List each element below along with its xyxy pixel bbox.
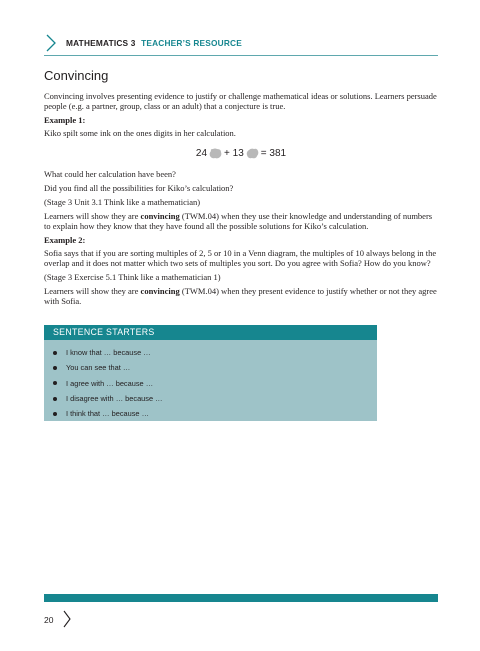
- equation-term-a: 24: [195, 148, 208, 159]
- book-subtitle: TEACHER’S RESOURCE: [141, 38, 242, 48]
- section-heading: Convincing: [44, 68, 109, 83]
- chevron-right-icon: [62, 610, 72, 628]
- list-item: I know that … because …: [53, 345, 377, 360]
- list-item: I disagree with … because …: [53, 391, 377, 406]
- bullet-icon: [53, 412, 57, 416]
- footer-bar: [44, 594, 438, 602]
- bullet-icon: [53, 397, 57, 401]
- list-item: I agree with … because …: [53, 376, 377, 391]
- ink-equation: [44, 148, 438, 159]
- header-divider: [44, 55, 438, 56]
- example-2-text: Sofia says that if you are sorting multiples of 2, 5 or 10 in a Venn diagram, the multiples of 10 always belong in the overlap and it does not matter which two sets of multiples you sort. Do you agree with Sofia? How do you know?: [44, 248, 437, 268]
- keyword-convincing: convincing: [140, 211, 180, 221]
- example-1-question-1: What could her calculation have been?: [44, 169, 176, 179]
- ink-blot-icon: [209, 148, 222, 159]
- example-1-reference: (Stage 3 Unit 3.1 Think like a mathematician): [44, 197, 201, 207]
- bullet-icon: [53, 351, 57, 355]
- header-text: [66, 38, 242, 48]
- list-item: I think that … because …: [53, 406, 377, 421]
- keyword-convincing: convincing: [140, 286, 180, 296]
- sentence-starters-heading: SENTENCE STARTERS: [44, 325, 377, 340]
- main-content: [44, 68, 438, 310]
- running-header: [44, 34, 242, 52]
- example-1-text: Kiko spilt some ink on the ones digits in her calculation.: [44, 128, 236, 138]
- chevron-right-icon: [44, 34, 58, 52]
- equation-result: = 381: [260, 148, 287, 159]
- sentence-starters-box: [44, 325, 377, 421]
- intro-paragraph: Convincing involves presenting evidence to justify or challenge mathematical ideas or solutions. Learners persuade people (e.g. a partner, group, class or an adult) that a conjecture is true.: [44, 91, 437, 111]
- example-1-label: Example 1:: [44, 115, 86, 125]
- list-item: You can see that …: [53, 360, 377, 375]
- example-1-question-2: Did you find all the possibilities for Kiko’s calculation?: [44, 183, 234, 193]
- bullet-icon: [53, 366, 57, 370]
- sentence-starters-list: [44, 340, 377, 421]
- example-1-note: Learners will show they are convincing (TWM.04) when they use their knowledge and understanding of numbers to explain how they know that they have found all the possible solutions for Kiko’s calculation.: [44, 211, 433, 231]
- page-number: 20: [44, 615, 54, 625]
- equation-term-b: + 13: [224, 148, 244, 159]
- ink-blot-icon: [246, 148, 259, 159]
- bullet-icon: [53, 381, 57, 385]
- example-2-label: Example 2:: [44, 235, 86, 245]
- example-2-reference: (Stage 3 Exercise 5.1 Think like a mathematician 1): [44, 272, 221, 282]
- example-2-note: Learners will show they are convincing (TWM.04) when they present evidence to justify whether or not they agree with Sofia.: [44, 286, 437, 306]
- book-title: MATHEMATICS 3: [66, 38, 136, 48]
